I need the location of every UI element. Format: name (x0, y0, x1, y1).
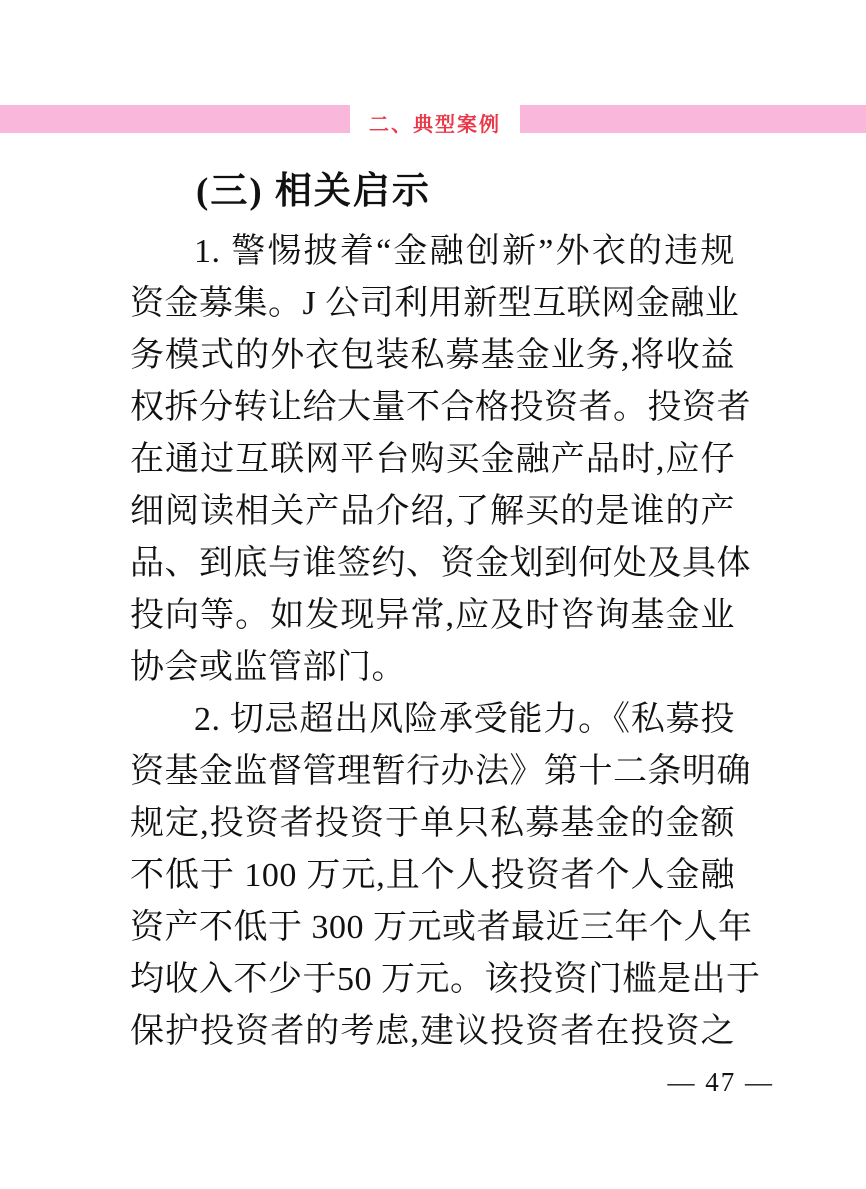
text-line: 协会或监管部门。 (130, 649, 406, 686)
page-content (130, 168, 761, 1058)
text-line: 品、到底与谁签约、资金划到何处及具体 (130, 545, 751, 582)
text-line: 权拆分转让给大量不合格投资者。投资者 (130, 389, 751, 426)
text-line: 2. 切忌超出风险承受能力。《私募投 (194, 701, 735, 738)
chapter-title-box (350, 105, 520, 136)
page-number: — 47 — (667, 1067, 774, 1097)
text-line: 资产不低于 300 万元或者最近三年个人年 (130, 909, 753, 946)
text-line: 资金募集。J 公司利用新型互联网金融业 (130, 285, 740, 322)
text-line: 在通过互联网平台购买金融产品时,应仔 (130, 441, 735, 478)
body-paragraphs (130, 226, 761, 1058)
text-line: 务模式的外衣包装私募基金业务,将收益 (130, 337, 735, 374)
section-heading: (三) 相关启示 (196, 171, 431, 212)
text-line: 规定,投资者投资于单只私募基金的金额 (130, 805, 735, 842)
text-line: 保护投资者的考虑,建议投资者在投资之 (130, 1013, 735, 1050)
chapter-title: 二、典型案例 (369, 113, 501, 136)
chapter-header-band (0, 105, 866, 136)
text-line: 不低于 100 万元,且个人投资者个人金融 (130, 857, 735, 894)
text-line: 投向等。如发现异常,应及时咨询基金业 (130, 597, 735, 634)
text-line: 1. 警惕披着“金融创新”外衣的违规 (194, 233, 735, 270)
text-line: 细阅读相关产品介绍,了解买的是谁的产 (130, 493, 735, 530)
text-line: 资基金监督管理暂行办法》第十二条明确 (130, 753, 751, 790)
text-line: 均收入不少于50 万元。该投资门槛是出于 (130, 961, 761, 998)
